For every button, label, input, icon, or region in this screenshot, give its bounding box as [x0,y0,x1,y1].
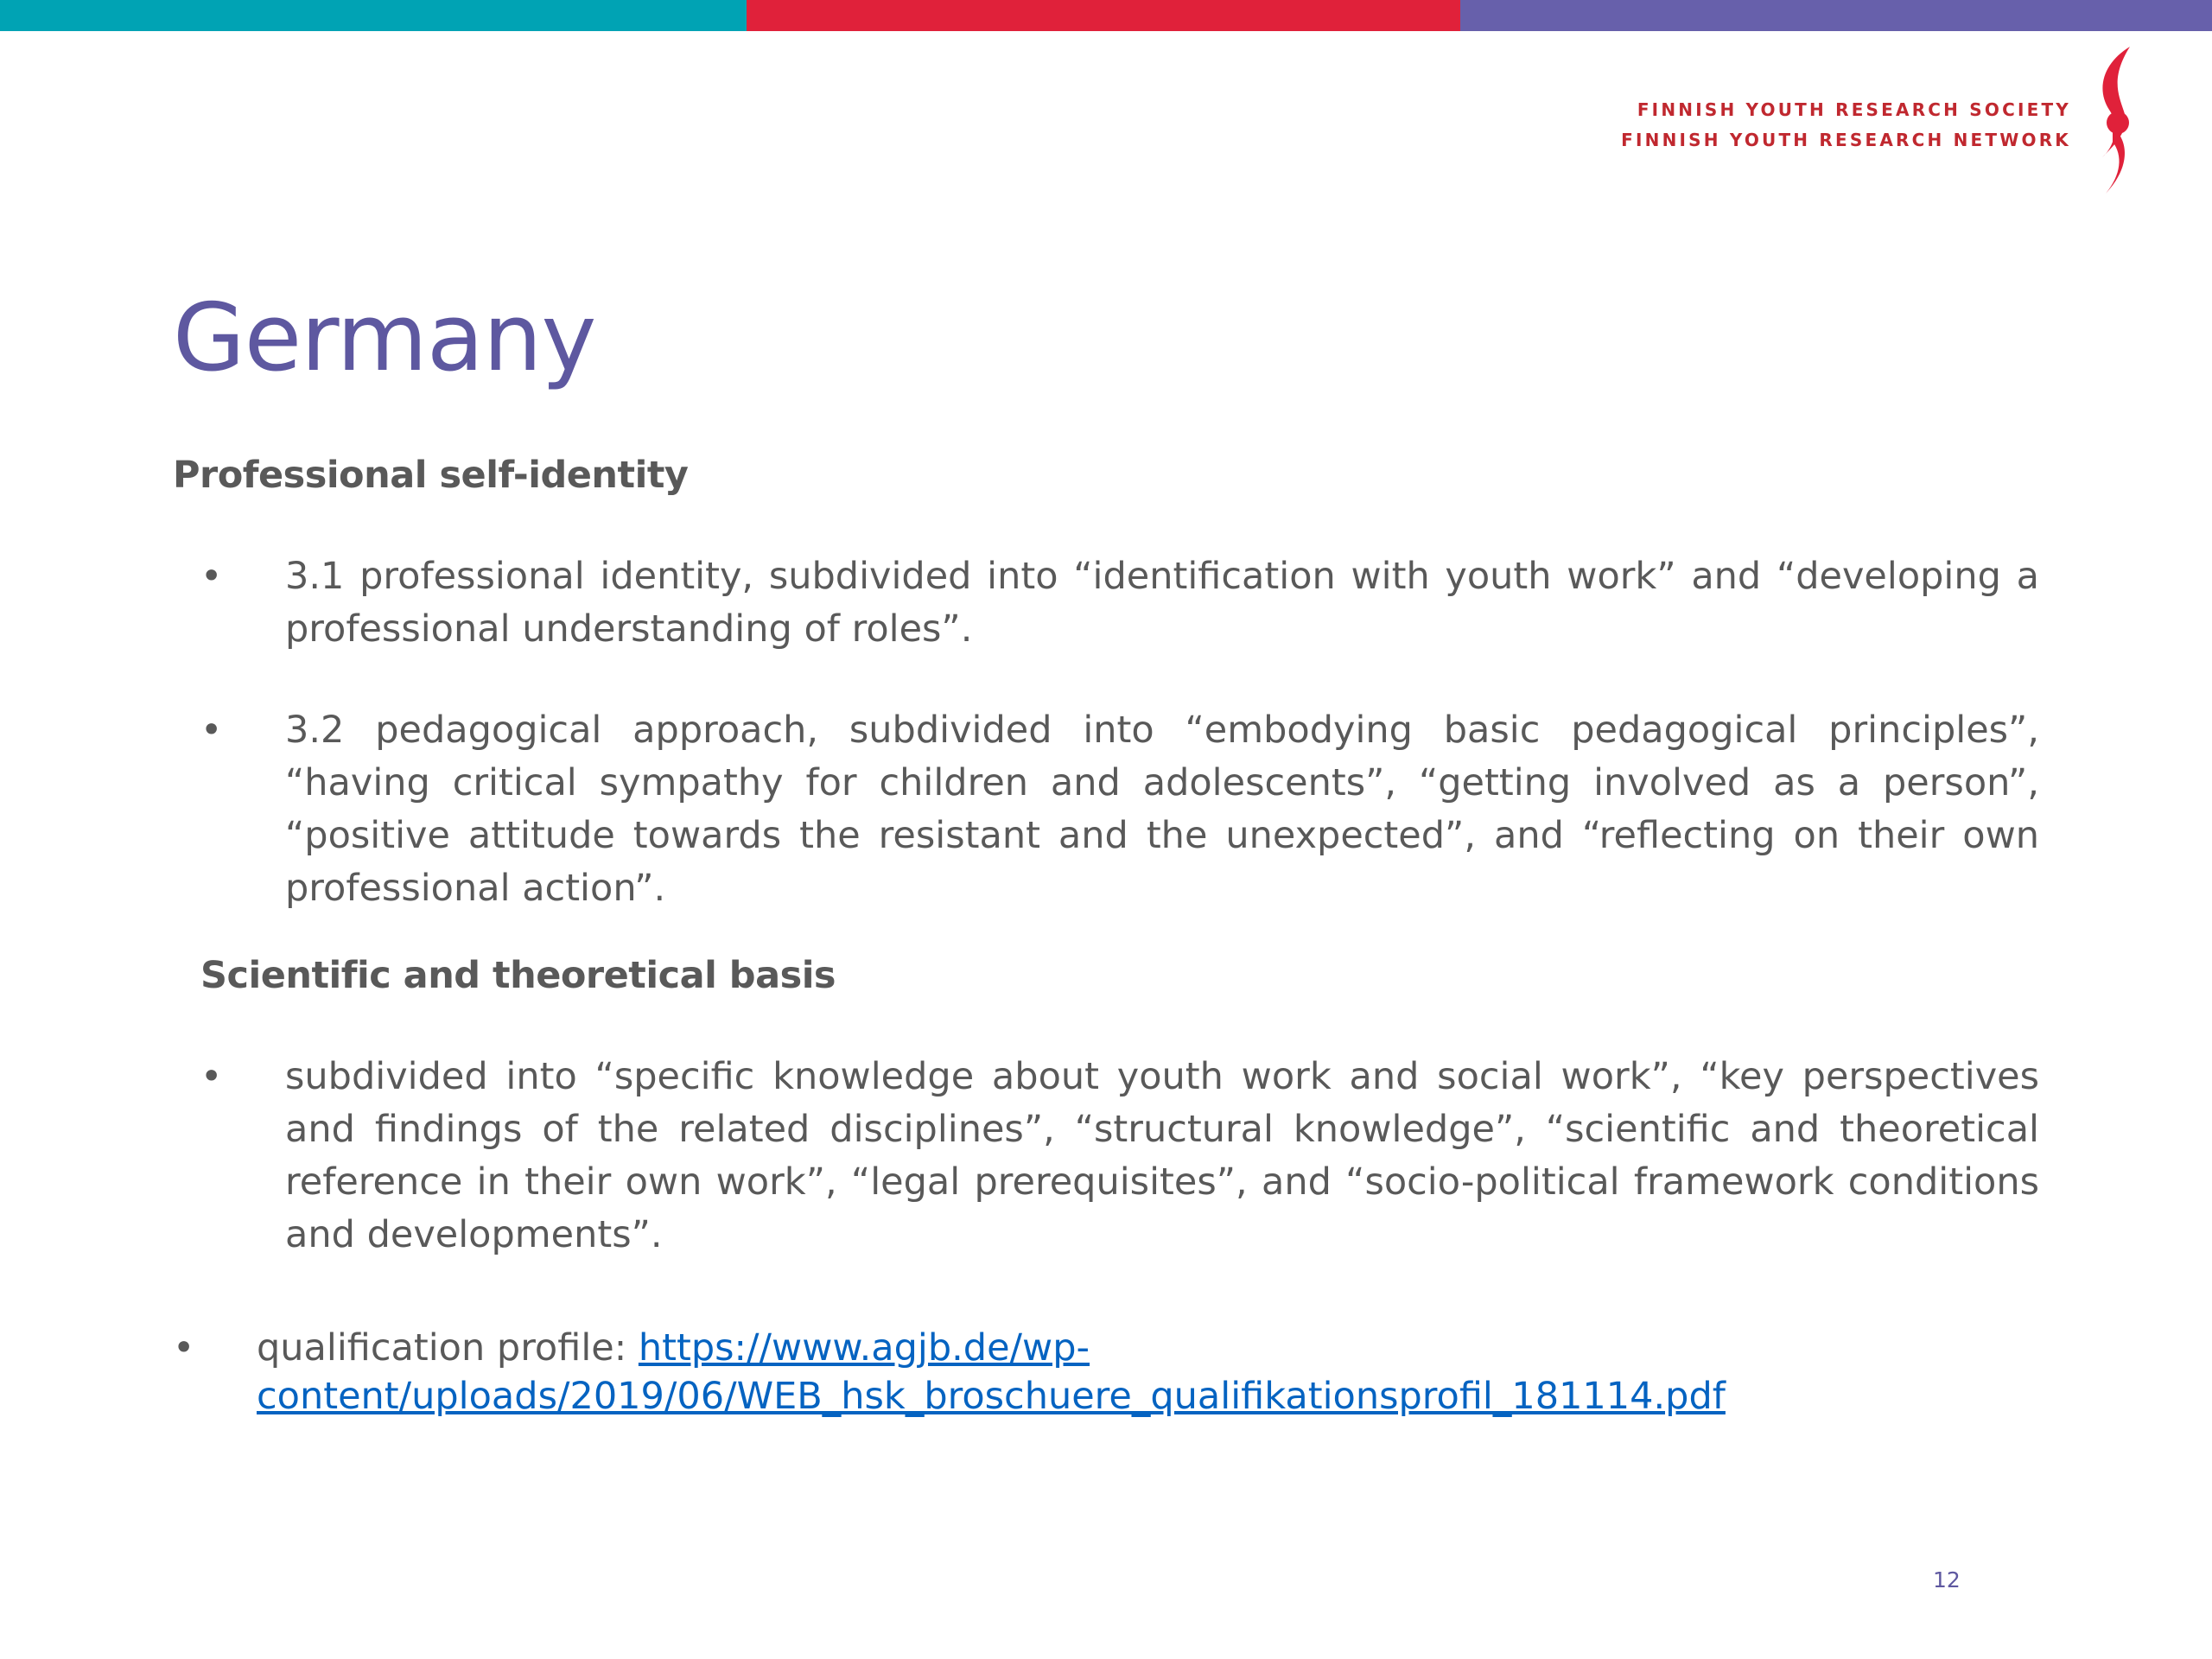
link-line-1[interactable]: https://www.agjb.de/wp- [638,1326,1090,1370]
bullet-text: subdivided into “specific knowledge about youth work and social work”, “key perspectives and findings of the related disciplines”, “structural knowledge”, “scientific and theoretical reference in their own work”, “legal prerequisites”, and “socio-political framework conditions and developments”. [285,1055,2039,1256]
bullet-dot: • [200,555,223,598]
top-bar-red-segment [747,0,1460,31]
top-bar-teal-segment [0,0,747,31]
qualification-label: qualification profile: [257,1326,639,1370]
list-item [173,1051,2039,1262]
slide-title: Germany [173,284,596,393]
qualification-profile-item [173,1324,2039,1421]
list-item [173,550,2039,656]
bullet-text: 3.1 professional identity, subdivided into “identification with youth work” and “developing a professional understanding of roles”. [285,555,2039,651]
bullet-dot: • [173,1326,195,1370]
bullet-dot: • [200,709,223,752]
page-number: 12 [1933,1567,1961,1592]
swirl-logo-icon [2087,45,2139,196]
list-item [173,704,2039,915]
bullet-dot: • [200,1055,223,1098]
bullet-text: 3.2 pedagogical approach, subdivided into “embodying basic pedagogical principles”, “having critical sympathy for children and adolescents”, “getting involved as a person”, “positive attitude towards the resistant and the unexpected”, and “reflecting on their own professional action”. [285,709,2039,910]
top-color-bar [0,0,2212,31]
organization-logo [1521,45,2212,200]
logo-line-network: FINNISH YOUTH RESEARCH NETWORK [1621,130,2071,150]
logo-text [1621,95,2071,156]
logo-line-society: FINNISH YOUTH RESEARCH SOCIETY [1637,99,2071,120]
section-heading-professional-self-identity: Professional self-identity [173,454,689,497]
top-bar-purple-segment [1460,0,2212,31]
link-line-2[interactable]: content/uploads/2019/06/WEB_hsk_broschuere_qualifikationsprofil_181114.pdf [257,1375,1726,1418]
slide-content [173,449,2039,1262]
section-heading-scientific-theoretical-basis: Scientific and theoretical basis [200,954,836,997]
